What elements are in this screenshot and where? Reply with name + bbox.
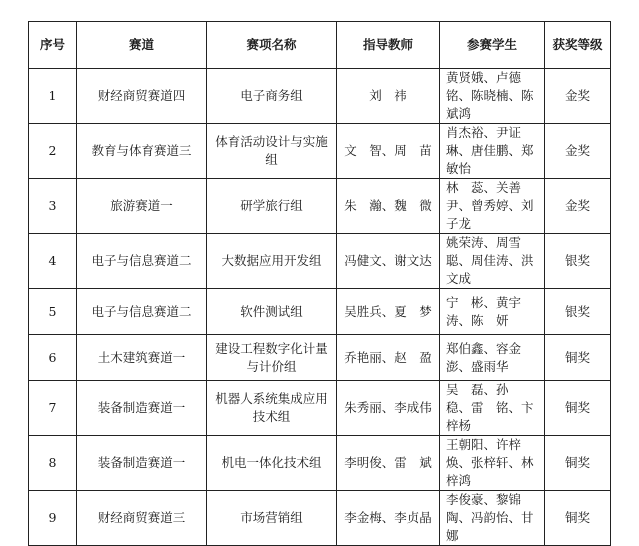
row-number: 9 (29, 491, 77, 546)
track-cell: 财经商贸赛道三 (77, 491, 207, 546)
track-cell: 装备制造赛道一 (77, 381, 207, 436)
teacher-cell: 朱 瀚、魏 微 (337, 179, 440, 234)
students-cell: 肖杰裕、尹证琳、唐佳鹏、郑敏怡 (440, 124, 545, 179)
track-cell: 教育与体育赛道三 (77, 124, 207, 179)
event-cell: 体育活动设计与实施组 (207, 124, 337, 179)
award-cell: 铜奖 (545, 436, 611, 491)
row-number: 3 (29, 179, 77, 234)
award-cell: 铜奖 (545, 491, 611, 546)
award-cell: 金奖 (545, 69, 611, 124)
event-cell: 研学旅行组 (207, 179, 337, 234)
students-cell: 郑伯鑫、容金澎、盛雨华 (440, 335, 545, 381)
students-cell: 黄贤娥、卢德铭、陈晓楠、陈斌鸿 (440, 69, 545, 124)
table-row (29, 381, 611, 436)
row-number: 7 (29, 381, 77, 436)
table-row (29, 179, 611, 234)
header-students: 参赛学生 (440, 22, 545, 69)
awards-table (28, 21, 611, 546)
table-row (29, 436, 611, 491)
row-number: 8 (29, 436, 77, 491)
students-cell: 李俊豪、黎锦陶、冯韵怡、甘 娜 (440, 491, 545, 546)
students-cell: 林 蕊、关善尹、曾秀婷、刘子龙 (440, 179, 545, 234)
students-cell: 姚荣涛、周雪聪、周佳涛、洪文成 (440, 234, 545, 289)
students-cell: 王朝阳、许梓焕、张梓轩、林梓鸿 (440, 436, 545, 491)
header-event: 赛项名称 (207, 22, 337, 69)
row-number: 6 (29, 335, 77, 381)
row-number: 5 (29, 289, 77, 335)
award-cell: 银奖 (545, 234, 611, 289)
track-cell: 财经商贸赛道四 (77, 69, 207, 124)
event-cell: 建设工程数字化计量与计价组 (207, 335, 337, 381)
table-row (29, 289, 611, 335)
row-number: 4 (29, 234, 77, 289)
award-cell: 银奖 (545, 289, 611, 335)
students-cell: 吴 磊、孙 稳、雷 铭、卞梓杨 (440, 381, 545, 436)
header-award: 获奖等级 (545, 22, 611, 69)
teacher-cell: 刘 祎 (337, 69, 440, 124)
header-track: 赛道 (77, 22, 207, 69)
event-cell: 机电一体化技术组 (207, 436, 337, 491)
award-cell: 铜奖 (545, 381, 611, 436)
award-cell: 铜奖 (545, 335, 611, 381)
event-cell: 软件测试组 (207, 289, 337, 335)
header-no: 序号 (29, 22, 77, 69)
teacher-cell: 朱秀丽、李成伟 (337, 381, 440, 436)
teacher-cell: 李明俊、雷 斌 (337, 436, 440, 491)
row-number: 2 (29, 124, 77, 179)
track-cell: 旅游赛道一 (77, 179, 207, 234)
award-cell: 金奖 (545, 179, 611, 234)
track-cell: 土木建筑赛道一 (77, 335, 207, 381)
teacher-cell: 吴胜兵、夏 梦 (337, 289, 440, 335)
row-number: 1 (29, 69, 77, 124)
teacher-cell: 乔艳丽、赵 盈 (337, 335, 440, 381)
table-row (29, 335, 611, 381)
table-row (29, 491, 611, 546)
event-cell: 电子商务组 (207, 69, 337, 124)
students-cell: 宁 彬、黄宇涛、陈 妍 (440, 289, 545, 335)
header-teacher: 指导教师 (337, 22, 440, 69)
track-cell: 装备制造赛道一 (77, 436, 207, 491)
event-cell: 大数据应用开发组 (207, 234, 337, 289)
track-cell: 电子与信息赛道二 (77, 289, 207, 335)
award-cell: 金奖 (545, 124, 611, 179)
table-header-row (29, 22, 611, 69)
teacher-cell: 冯健文、谢文达 (337, 234, 440, 289)
event-cell: 机器人系统集成应用技术组 (207, 381, 337, 436)
teacher-cell: 李金梅、李贞晶 (337, 491, 440, 546)
table-row (29, 124, 611, 179)
teacher-cell: 文 智、周 苗 (337, 124, 440, 179)
table-row (29, 234, 611, 289)
track-cell: 电子与信息赛道二 (77, 234, 207, 289)
table-row (29, 69, 611, 124)
event-cell: 市场营销组 (207, 491, 337, 546)
